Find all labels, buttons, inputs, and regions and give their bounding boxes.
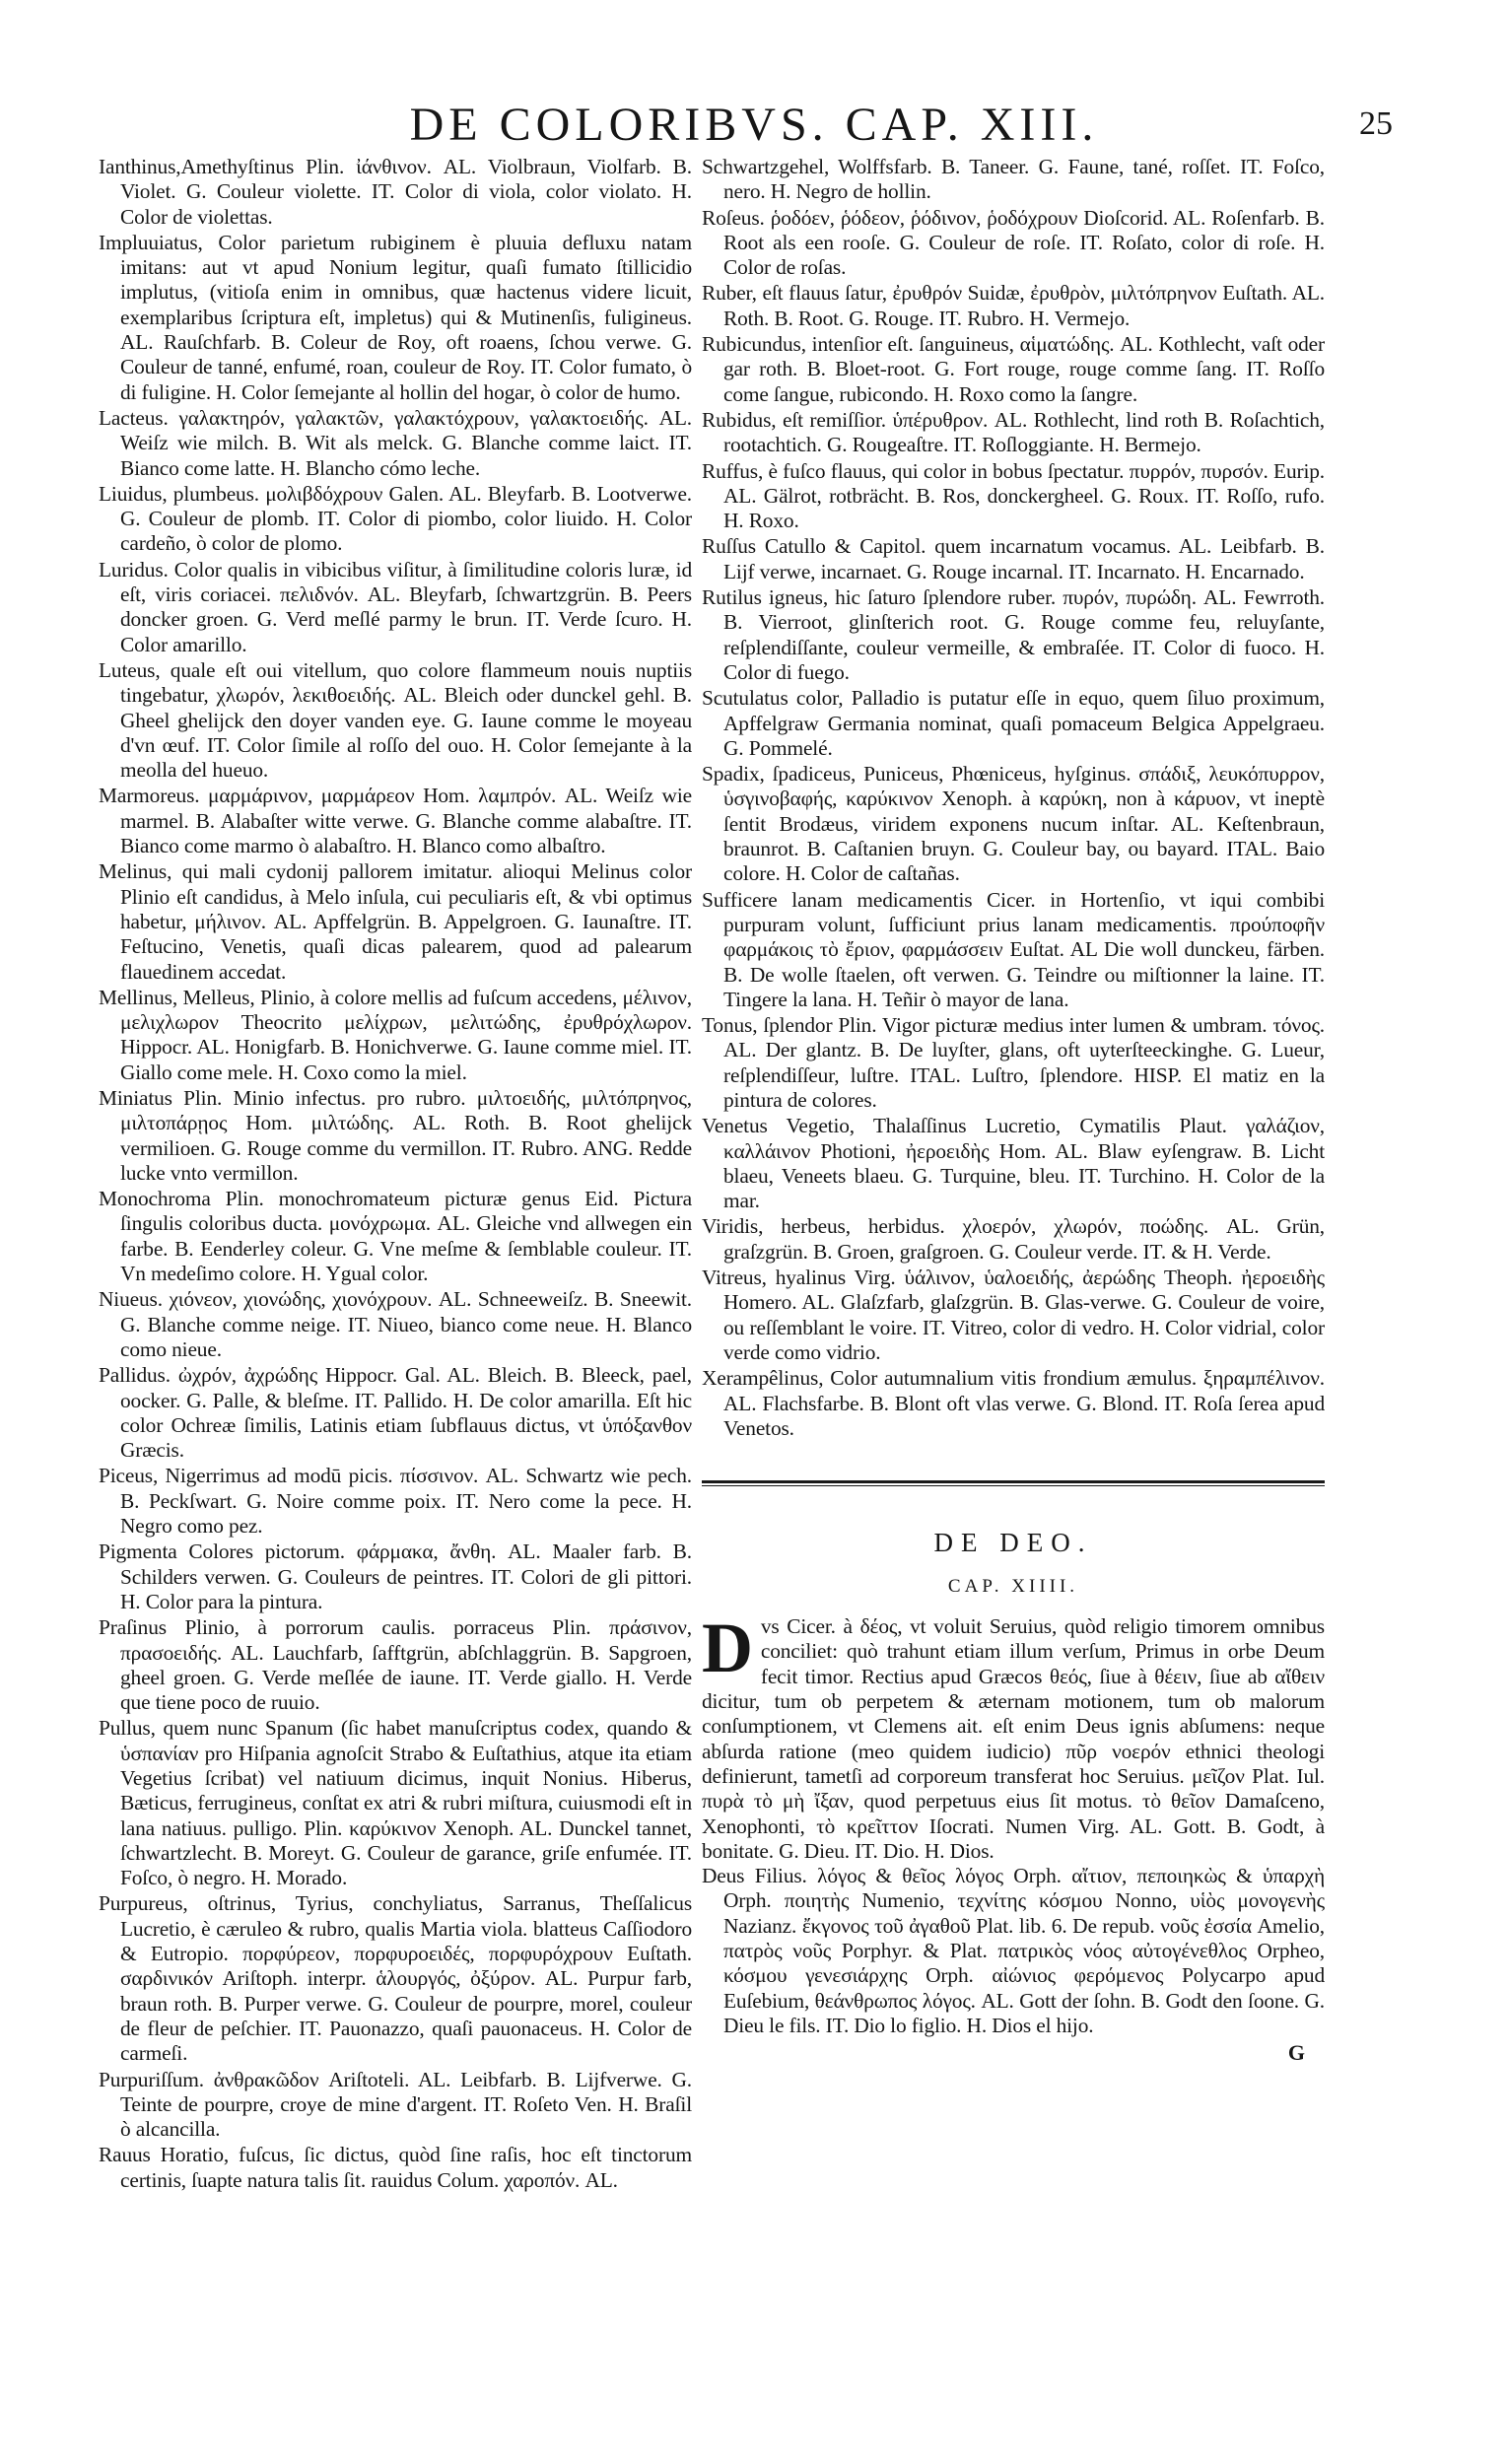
entry-pullus: Pullus, quem nunc Spanum (ſic habet manuſcriptus codex, quando & ὑσπανίαν pro Hiſpania agnoſcit Strabo & Euſtathius, atque ita etiam Vegetius ſcribat) vel natiuum dicimus, inquit Nonius. Hiberus, Bæticus, ferrugineus, conſtat ex atri & rubri miſtura, cuiusmodi eſt in lana natiuus. pulligo. Plin. καρύκινον Xenoph. AL. Dunckel tannet, ſchwartzlecht. B. Moreyt. G. Couleur de garance, griſe enfumée. IT. Foſco, ò negro. H. Morado. xyxy=(99,1716,692,1890)
entry-scutulatus: Scutulatus color, Palladio is putatur eſſe in equo, quem ſiluo proximum, Apffelgraw Germania nominat, quaſi pomaceum Belgica Appelgraeu. G. Pommelé. xyxy=(702,686,1325,760)
entry-russus: Ruſſus Catullo & Capitol. quem incarnatum vocamus. AL. Leibfarb. B. Lijf verwe, incarnaet. G. Rouge incarnal. IT. Incarnato. H. Encarnado. xyxy=(702,534,1325,583)
entry-luridus: Luridus. Color qualis in vibicibus viſitur, à ſimilitudine coloris luræ, id eſt, viris coriacei. πελιδνόν. AL. Bleyfarb, ſchwartzgrün. B. Peers doncker groen. G. Verd meſlé parmy le brun. IT. Verde ſcuro. H. Color amarillo. xyxy=(99,557,692,656)
deus-opening-text: vs Cicer. à δέος, vt voluit Seruius, quòd religio timorem omnibus conciliet: quò trahunt etiam illum verſum, Primus in orbe Deum fecit timor. Rectius apud Græcos θεός, ſiue à θέειν, ſiue ab αἴθειν dicitur, tum ob perpetem & æternam motionem, tum ob malorum conſumptionem, vt Clemens ait. eſt enim Deus ignis abſumens: neque abſurda ratione (meo quidem iudicio) πῦρ νοερόν ethnici theologi definierunt, tametſi ad corporeum transferat hoc Seruius. μεῖζον Plat. Iul. πυρὰ τὸ μὴ ἴξαν, quod perpetuus eius ſit motus. τὸ θεῖον Damaſceno, Xenophonti, τὸ κρεῖττον Iſocrati. Numen Virg. AL. Gott. B. Godt, à bonitate. G. Dieu. IT. Dio. H. Dios. xyxy=(702,1614,1325,1863)
page-number: 25 xyxy=(1359,105,1393,142)
entry-luteus: Luteus, quale eſt oui vitellum, quo colore flammeum nouis nuptiis tingebatur, χλωρόν, λεκιθοειδής. AL. Bleich oder dunckel gehl. B. Gheel ghelijck den doyer vanden eye. G. Iaune comme le moyeau d'vn œuf. IT. Color ſimile al roſſo del ouo. H. Color ſemejante à la meolla del hueuo. xyxy=(99,657,692,783)
running-title: DE COLORIBVS. CAP. XIII. xyxy=(409,99,1099,151)
entry-monochroma: Monochroma Plin. monochromateum picturæ genus Eid. Pictura ſingulis coloribus ducta. μονόχρωμα. AL. Gleiche vnd allwegen ein farbe. B. Eenderley coleur. G. Vne meſme & ſemblable couleur. IT. Vn medeſimo colore. H. Ygual color. xyxy=(99,1187,692,1286)
entry-niueus: Niueus. χιόνεον, χιονώδης, χιονόχρουν. AL. Schneeweiſz. B. Sneewit. G. Blanche comme neige. IT. Niueo, bianco come neue. H. Blanco como nieue. xyxy=(99,1287,692,1361)
entry-purpureus: Purpureus, oſtrinus, Tyrius, conchyliatus, Sarranus, Theſſalicus Lucretio, è cæruleo & rubro, qualis Martia viola. blatteus Caſſiodoro & Eutropio. πορφύρεον, πορφυροειδές, πορφυρόχρουν Euſtath. σαρδινικόν Ariſtoph. interpr. ἁλουργός, ὀξύρον. AL. Purpur farb, braun roth. B. Purper verwe. G. Couleur de pourpre, morel, couleur de fleur de peſchier. IT. Pauonazzo, quaſi pauonaceus. H. Color de carmeſi. xyxy=(99,1891,692,2066)
entry-continuation: Schwartzgehel, Wolffsfarb. B. Taneer. G. Faune, tané, roſſet. IT. Foſco, nero. H. Negro de hollin. xyxy=(702,155,1325,204)
entry-rauus: Rauus Horatio, fuſcus, ſic dictus, quòd ſine raſis, hoc eſt tinctorum certinis, ſuapte natura talis ſit. rauidus Colum. χαροπόν. AL. xyxy=(99,2143,692,2192)
entry-ianthinus: Ianthinus,Amethyſtinus Plin. ἰάνθινον. AL. Violbraun, Violfarb. B. Violet. G. Couleur violette. IT. Color di viola, color violato. H. Color de violettas. xyxy=(99,155,692,229)
entry-roseus: Roſeus. ῥοδόεν, ῥόδεον, ῥόδινον, ῥοδόχρουν Dioſcorid. AL. Roſenfarb. B. Root als een rooſe. G. Couleur de roſe. IT. Roſato, color di roſe. H. Color de roſas. xyxy=(702,205,1325,280)
entry-deus-filius: Deus Filius. λόγος & θεῖος λόγος Orph. αἴτιον, πεποιηκὼς & ὑπαρχὴ Orph. ποιητὴς Numenio, τεχνίτης κόσμου Nonno, υἱὸς μονογενὴς Nazianz. ἔκγονος τοῦ ἀγαθοῦ Plat. lib. 6. De repub. νοῦς ἐσσία Amelio, πατρὸς νοῦς Porphyr. & Plat. πατρικὸς νόος αὐτογένεθλος Orpheo, κόσμου γενεσιάρχης Orph. αἰώνιος φερόμενος Polycarpo apud Euſebium, θεάνθρωπος λόγος. AL. Gott der ſohn. B. Godt den ſoone. G. Dieu le fils. IT. Dio lo figlio. H. Dios el hijo. xyxy=(702,1864,1325,2037)
entry-melinus: Melinus, qui mali cydonij pallorem imitatur. alioqui Melinus color Plinio eſt candidus, à Melo inſula, cui peculiaris eſt, & vbi optimus habetur, μήλινον. AL. Apffelgrün. B. Appelgroen. G. Iaunaſtre. IT. Feſtucino, Venetis, quaſi dicas palearem, quod ad palearum flauedinem accedat. xyxy=(99,859,692,984)
entry-prasinus: Praſinus Plinio, à porrorum caulis. porraceus Plin. πράσινον, πρασοειδής. AL. Lauchfarb, ſafftgrün, abſchlaggrün. B. Sapgroen, gheel groen. G. Verde meſlée de iaune. IT. Verde giallo. H. Verde que tiene poco de ruuio. xyxy=(99,1615,692,1715)
entry-tonus: Tonus, ſplendor Plin. Vigor picturæ medius inter lumen & umbram. τόνος. AL. Der glantz. B. De luyſter, glans, oft uyterſteeckinghe. G. Lueur, reſplendiſſeur, luſtre. ITAL. Luſtro, ſplendore. HISP. El matiz en la pintura de colores. xyxy=(702,1013,1325,1112)
entry-spadix: Spadix, ſpadiceus, Puniceus, Phœniceus, hyſginus. σπάδιξ, λευκόπυρρον, ὑσγινοβαφής, καρύκινον Xenoph. à καρύκη, non à κάρυον, vt ineptè ſentit Brodæus, viridem exponens nucum inſtar. AL. Keſtenbraun, braunrot. B. Caſtanien bruyn. G. Couleur bay, ou bayard. ITAL. Baio colore. H. Color de caſtañas. xyxy=(702,762,1325,886)
entry-vitreus: Vitreus, hyalinus Virg. ὑάλινον, ὑαλοειδής, ἀερώδης Theoph. ἠεροειδὴς Homero. AL. Glaſzfarb, glaſzgrün. B. Glas-verwe. G. Couleur de voire, ou reſſemblant le voire. IT. Vitreo, color di vedro. H. Color vidrial, color verde como vidrio. xyxy=(702,1266,1325,1364)
entry-liuidus: Liuidus, plumbeus. μολιβδόχρουν Galen. AL. Bleyfarb. B. Lootverwe. G. Couleur de plomb. IT. Color di piombo, color liuido. H. Color cardeño, ò color de plomo. xyxy=(99,481,692,556)
entry-miniatus: Miniatus Plin. Minio infectus. pro rubro. μιλτοειδής, μιλτόπρηνος, μιλτοπάρῃος Hom. μιλτώδης. AL. Roth. B. Root ghelijck vermilioen. G. Rouge comme du vermillon. IT. Rubro. ANG. Redde lucke vnto vermillon. xyxy=(99,1085,692,1185)
entry-viridis: Viridis, herbeus, herbidus. χλοερόν, χλωρόν, ποώδης. AL. Grün, graſzgrün. B. Groen, graſgroen. G. Couleur verde. IT. & H. Verde. xyxy=(702,1214,1325,1264)
catchword: G xyxy=(1287,2040,1305,2066)
section-title: DE DEO. xyxy=(933,1528,1093,1558)
page-header xyxy=(0,95,1509,156)
drop-cap: D xyxy=(702,1608,753,1688)
chapter-label: CAP. XIIII. xyxy=(947,1576,1079,1598)
right-column xyxy=(702,155,1325,2274)
section-divider xyxy=(702,1480,1325,1486)
left-column xyxy=(99,155,692,2274)
entry-sufficere: Sufficere lanam medicamentis Cicer. in Hortenſio, vt iqui combibi purpuram volunt, ſufficiunt prius lanam medicamentis. προύποφῆν φαρμάκοις τὸ ἔριον, φαρμάσσειν Euſtat. AL Die woll dunckeu, färben. B. De wolle ſtaelen, oft verwen. G. Teindre ou miſtionner la laine. IT. Tingere la lana. H. Teñir ò mayor de lana. xyxy=(702,887,1325,1011)
entry-purpurissum: Purpuriſſum. ἀνθρακῶδον Ariſtoteli. AL. Leibfarb. B. Lijfverwe. G. Teinte de pourpre, croye de mine d'argent. IT. Roſeto Ven. H. Braſil ò alcancilla. xyxy=(99,2067,692,2142)
entry-pigmenta: Pigmenta Colores pictorum. φάρμακα, ἄνθη. AL. Maaler farb. B. Schilders verwen. G. Couleurs de peintres. IT. Colori de gli pittori. H. Color para la pintura. xyxy=(99,1540,692,1613)
entry-lacteus: Lacteus. γαλακτηρόν, γαλακτῶν, γαλακτόχρουν, γαλακτοειδής. AL. Weiſz wie milch. B. Wit als melck. G. Blanche comme laict. IT. Bianco come latte. H. Blancho cómo leche. xyxy=(99,405,692,480)
entry-marmoreus: Marmoreus. μαρμάρινον, μαρμάρεον Hom. λαμπρόν. AL. Weiſz wie marmel. B. Alabaſter witte verwe. G. Blanche comme alabaſtre. IT. Bianco come marmo ò alabaſtro. H. Blanco como albaſtro. xyxy=(99,784,692,858)
entry-rubicundus: Rubicundus, intenſior eſt. ſanguineus, αἱματώδης. AL. Kothlecht, vaſt oder gar roth. B. Bloet-root. G. Fort rouge, rouge comme ſang. IT. Roſſo come ſangue, rubicondo. H. Roxo como la ſangre. xyxy=(702,332,1325,406)
entry-pallidus: Pallidus. ὠχρόν, ἀχρώδης Hippocr. Gal. AL. Bleich. B. Bleeck, pael, oocker. G. Palle, & bleſme. IT. Pallido. H. De color amarilla. Eſt hic color Ochreæ ſimilis, Latinis etiam ſubflauus dictus, vt ὑπόξανθον Græcis. xyxy=(99,1363,692,1463)
entry-ruber: Ruber, eſt flauus ſatur, ἐρυθρόν Suidæ, ἐρυθρὸν, μιλτόπρηνον Euſtath. AL. Roth. B. Root. G. Rouge. IT. Rubro. H. Vermejo. xyxy=(702,281,1325,330)
entry-mellinus: Mellinus, Melleus, Plinio, à colore mellis ad fuſcum accedens, μέλινον, μελιχλωρον Theocrito μελίχρων, μελιτώδης, ἐρυθρόχλωρον. Hippocr. AL. Honigfarb. B. Honichverwe. G. Iaune comme miel. IT. Giallo come mele. H. Coxo como la miel. xyxy=(99,985,692,1084)
entry-piceus: Piceus, Nigerrimus ad modū picis. πίσσινον. AL. Schwartz wie pech. B. Peckſwart. G. Noire comme poix. IT. Nero come la pece. H. Negro como pez. xyxy=(99,1464,692,1539)
entry-impluuiatus: Impluuiatus, Color parietum rubiginem è pluuia defluxu natam imitans: aut vt apud Nonium legitur, quaſi fumato ſtillicidio implutus, (vitioſa enim in omnibus, quæ hactenus videre licuit, exemplaribus ſcriptura eſt, impletus) qui & Mutinenſis, fuligineus. AL. Rauſchfarb. B. Coleur de Roy, oft roaens, ſchou verwe. G. Couleur de tanné, enfumé, roan, couleur de Roy. IT. Color fumato, ò di fuligine. H. Color ſemejante al hollin del hogar, ò color de humo. xyxy=(99,230,692,404)
entry-ruffus: Ruffus, è fuſco flauus, qui color in bobus ſpectatur. πυρρόν, πυρσόν. Eurip. AL. Gälrot, rotbrächt. B. Ros, donckergheel. G. Roux. IT. Roſſo, rufo. H. Roxo. xyxy=(702,458,1325,533)
entry-rutilus: Rutilus igneus, hic ſaturo ſplendore ruber. πυρόν, πυρώδη. AL. Fewrroth. B. Vierroot, glinſterich root. G. Rouge comme feu, reluyſante, reſplendiſſante, couleur vermeille, & embraſée. IT. Color di fuoco. H. Color di fuego. xyxy=(702,585,1325,684)
deus-opening xyxy=(702,1608,1325,1864)
entry-xerampelinus: Xerampêlinus, Color autumnalium vitis frondium æmulus. ξηραμπέλινον. AL. Flachsfarbe. B. Blont oft vlas verwe. G. Blond. IT. Roſa ſerea apud Venetos. xyxy=(702,1366,1325,1440)
entry-venetus: Venetus Vegetio, Thalaſſinus Lucretio, Cymatilis Plaut. γαλάζιον, καλλάινον Photioni, ἠεροειδὴς Hom. AL. Blaw eyſengraw. B. Licht blaeu, Veneets blaeu. G. Turquine, bleu. IT. Turchino. H. Color de la mar. xyxy=(702,1114,1325,1213)
entry-rubidus: Rubidus, eſt remiſſior. ὑπέρυθρον. AL. Rothlecht, lind roth B. Roſachtich, rootachtich. G. Rougeaſtre. IT. Roſloggiante. H. Bermejo. xyxy=(702,407,1325,457)
